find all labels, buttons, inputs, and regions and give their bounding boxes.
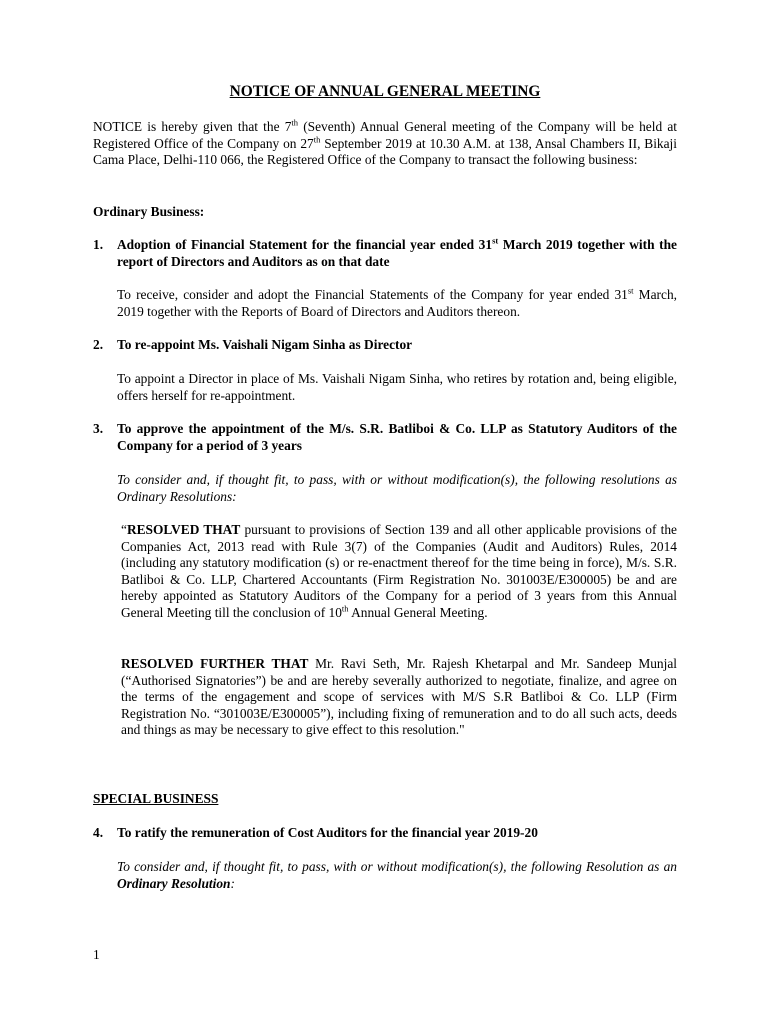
item-4-number: 4. (93, 825, 104, 840)
item-4-body-bold: Ordinary Resolution (117, 875, 231, 891)
item-1-heading-text-b: March 2019 together with the report of Directors and Auditors as on that date (117, 237, 678, 269)
item-1-body-text-b: March, 2019 together with the Reports of Board of Directors and Auditors thereon. (117, 287, 677, 319)
resolution-2 (121, 656, 677, 739)
resolution-1-text-b: Annual General Meeting. (348, 604, 488, 620)
special-business-heading: SPECIAL BUSINESS (93, 791, 219, 806)
resolution-2-text: Mr. Ravi Seth, Mr. Rajesh Khetarpal and Mr. Sandeep Munjal (“Authorised Signatories”) be and are hereby severally authorized to negotiate, finalize, and agree on the terms of the engagement and scope of services with M/S S.R Batliboi & Co. LLP (Firm Registration No. “301003E/E300005”), including fixing of remuneration and to do all such acts, deeds and things as may be necessary to give effect to this resolution." (121, 656, 677, 738)
page-title: NOTICE OF ANNUAL GENERAL MEETING (229, 83, 541, 100)
intro-text-1: NOTICE is hereby given that the 7 (93, 119, 292, 134)
resolution-1 (121, 522, 677, 622)
item-3-body: To consider and, if thought fit, to pass, with or without modification(s), the following resolutions as Ordinary Resolutions: (117, 472, 677, 504)
ordinary-business-heading: Ordinary Business: (93, 204, 205, 219)
item-1-heading-text-a: Adoption of Financial Statement for the financial year ended 31 (117, 237, 493, 252)
intro-text-3: September 2019 at 10.30 A.M. at 138, Ansal Chambers II, Bikaji Cama Place, Delhi-110 066, the Registered Office of the Company to transact the following business: (93, 135, 677, 168)
intro-paragraph (93, 119, 677, 169)
item-4-heading: To ratify the remuneration of Cost Auditors for the financial year 2019-20 (117, 825, 538, 840)
item-4-body-text-a: To consider and, if thought fit, to pass, with or without modification(s), the following Resolution as an (117, 859, 677, 874)
item-1-body (117, 287, 677, 320)
intro-sup-1: th (291, 117, 299, 128)
item-1-heading-sup: st (492, 235, 499, 246)
resolution-1-lead: RESOLVED THAT (126, 522, 241, 537)
resolution-1-sup: th (341, 603, 349, 614)
page-number: 1 (93, 947, 100, 962)
item-1-heading (117, 237, 677, 270)
resolution-2-lead: RESOLVED FURTHER THAT (121, 656, 309, 671)
item-3-number: 3. (93, 421, 104, 436)
item-1-body-text-a: To receive, consider and adopt the Financial Statements of the Company for year ended 31 (117, 287, 628, 302)
resolution-1-open-quote: “ (121, 522, 127, 537)
item-2-heading: To re-appoint Ms. Vaishali Nigam Sinha as Director (117, 337, 413, 352)
item-4-body-text-b: : (230, 875, 235, 891)
item-2-body: To appoint a Director in place of Ms. Vaishali Nigam Sinha, who retires by rotation and, being eligible, offers herself for re-appointment. (117, 371, 677, 403)
item-1-number: 1. (93, 237, 104, 252)
item-4-body (117, 859, 677, 892)
item-2-number: 2. (93, 337, 104, 352)
item-3-heading: To approve the appointment of the M/s. S.R. Batliboi & Co. LLP as Statutory Auditors of the Company for a period of 3 years (117, 421, 677, 453)
intro-sup-2: th (313, 134, 321, 145)
item-1-body-sup: st (627, 285, 634, 296)
resolution-1-text-a: pursuant to provisions of Section 139 and all other applicable provisions of the Companies Act, 2013 read with Rule 3(7) of the Companies (Audit and Auditors) Rules, 2014 (including any statutory modification (s) or re-enactment thereof for the time being in force), M/s. S.R. Batliboi & Co. LLP, Chartered Accountants (Firm Registration No. 301003E/E300005) be and are hereby appointed as Statutory Auditors of the Company for a period of 3 years from this Annual General Meeting till the conclusion of 10 (121, 522, 677, 620)
intro-text-2: (Seventh) Annual General meeting of the Company will be held at Registered Office of the Company on 27 (93, 119, 677, 151)
